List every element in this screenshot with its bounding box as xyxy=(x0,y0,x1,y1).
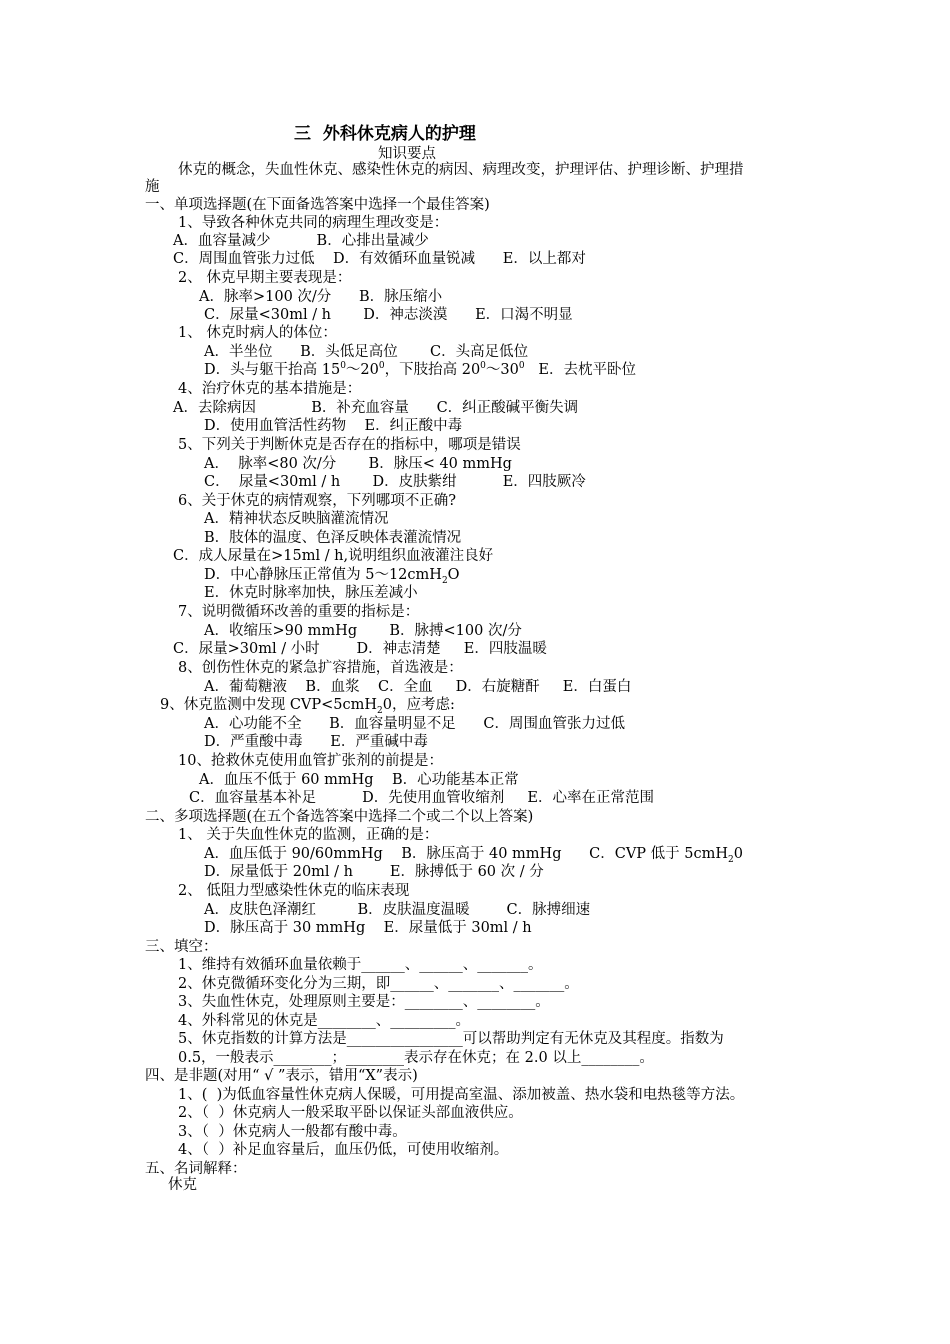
s1-q4-stem: 4、治疗休克的基本措施是： xyxy=(178,381,362,397)
s1-q3-options-2: D．头与躯干抬高 $15^0\sim 20^0$，下肢抬高 $20^0\sim 30^0$ E．去枕平卧位 xyxy=(204,361,637,378)
s1-q9-options-1: A．心功能不全 B．血容量明显不足 C．周围血管张力过低 xyxy=(204,716,626,732)
document-title: 三 外科休克病人的护理 xyxy=(294,124,476,144)
s1-q5-options-2: C． 尿量<30ml / h D．皮肤紫绀 E．四肢厥冷 xyxy=(204,474,586,490)
s1-q6-option-c: C．成人尿量在>15ml / h,说明组织血液灌注良好 xyxy=(173,548,494,564)
section3-heading: 三、填空： xyxy=(145,939,218,955)
s1-q5-options-1: A． 脉率<80 次/分 B．脉压< 40 mmHg xyxy=(204,456,512,472)
s4-item-1: 1、( )为低血容量性休克病人保暖，可用提高室温、添加被盖、热水袋和电热毯等方法。 xyxy=(178,1087,745,1103)
s1-q8-stem: 8、创伤性休克的紧急扩容措施，首选液是： xyxy=(178,660,463,676)
s1-q3-options-1: A．半坐位 B．头低足高位 C．头高足低位 xyxy=(204,344,529,360)
s1-q9-options-2: D．严重酸中毒 E．严重碱中毒 xyxy=(204,734,428,750)
intro-line-1: 休克的概念，失血性休克、感染性休克的病因、病理改变，护理评估、护理诊断、护理措 xyxy=(178,162,744,178)
section4-heading: 四、是非题(对用“ √ ”表示，错用“X”表示) xyxy=(145,1068,418,1084)
s1-q4-options-2: D．使用血管活性药物 E．纠正酸中毒 xyxy=(204,418,463,434)
s1-q2-options-2: C．尿量<30ml / h D．神志淡漠 E．口渴不明显 xyxy=(204,307,573,323)
s1-q6-option-b: B．肢体的温度、色泽反映体表灌流情况 xyxy=(204,530,462,546)
s3-fill-4: 4、外科常见的休克是________、_________。 xyxy=(178,1013,470,1029)
s1-q1-options-1: A．血容量减少 B．心排出量减少 xyxy=(173,233,429,249)
s1-q1-options-2: C．周围血管张力过低 D．有效循环血量锐减 E．以上都对 xyxy=(173,251,586,267)
s4-item-2: 2、（ ）休克病人一般采取平卧以保证头部血液供应。 xyxy=(178,1105,523,1121)
s3-fill-2: 2、休克微循环变化分为三期，即______、_______、_______。 xyxy=(178,976,579,992)
document-subtitle: 知识要点 xyxy=(378,146,436,162)
section2-heading: 二、多项选择题(在五个备选答案中选择二个或二个以上答案) xyxy=(145,809,534,825)
s1-q4-options-1: A．去除病因 B．补充血容量 C．纠正酸碱平衡失调 xyxy=(173,400,579,416)
s1-q10-stem: 10、抢救休克使用血管扩张剂的前提是： xyxy=(178,753,443,769)
s1-q6-option-d: D．中心静脉压正常值为 5～12cmH$_2$O xyxy=(204,567,460,586)
intro-line-2: 施 xyxy=(145,179,160,195)
s3-fill-1: 1、维持有效循环血量依赖于______、______、_______。 xyxy=(178,957,543,973)
s1-q7-stem: 7、说明微循环改善的重要的指标是： xyxy=(178,604,420,620)
s1-q7-options-2: C．尿量>30ml / 小时 D．神志清楚 E．四肢温暖 xyxy=(173,641,547,657)
s1-q5-stem: 5、下列关于判断休克是否存在的指标中，哪项是错误 xyxy=(178,437,521,453)
section5-heading: 五、名词解释： xyxy=(145,1161,247,1177)
s3-fill-5-line-2: 0.5，一般表示________；________表示存在休克；在 2.0 以上________。 xyxy=(178,1050,654,1066)
s2-q1-options-2: D．尿量低于 20ml / h E．脉搏低于 60 次 / 分 xyxy=(204,864,544,880)
section1-heading: 一、单项选择题(在下面备选答案中选择一个最佳答案) xyxy=(145,197,490,213)
s1-q6-option-e: E．休克时脉率加快，脉压差减小 xyxy=(204,585,418,601)
s1-q10-options-2: C．血容量基本补足 D．先使用血管收缩剂 E．心率在正常范围 xyxy=(189,790,654,806)
s2-q1-stem: 1、 关于失血性休克的监测，正确的是： xyxy=(178,827,439,843)
s1-q2-stem: 2、 休克早期主要表现是： xyxy=(178,270,352,286)
s3-fill-3: 3、失血性休克，处理原则主要是：________、________。 xyxy=(178,994,550,1010)
s1-q3-stem: 1、 休克时病人的体位： xyxy=(178,325,337,341)
s1-q7-options-1: A．收缩压>90 mmHg B．脉搏<100 次/分 xyxy=(204,623,522,639)
s2-q2-options-1: A．皮肤色泽潮红 B．皮肤温度温暖 C．脉搏细速 xyxy=(204,902,591,918)
s1-q10-options-1: A．血压不低于 60 mmHg B．心功能基本正常 xyxy=(199,772,519,788)
s1-q2-options-1: A．脉率>100 次/分 B．脉压缩小 xyxy=(199,289,443,305)
s1-q6-stem: 6、关于休克的病情观察，下列哪项不正确? xyxy=(178,493,456,509)
s1-q6-option-a: A．精神状态反映脑灌流情况 xyxy=(204,511,389,527)
s1-q8-options-1: A．葡萄糖液 B．血浆 C．全血 D．右旋糖酐 E．白蛋白 xyxy=(204,679,632,695)
s1-q1-stem: 1、导致各种休克共同的病理生理改变是： xyxy=(178,215,449,231)
s4-item-3: 3、（ ）休克病人一般都有酸中毒。 xyxy=(178,1124,407,1140)
s2-q2-stem: 2、 低阻力型感染性休克的临床表现 xyxy=(178,883,410,899)
s2-q2-options-2: D．脉压高于 30 mmHg E．尿量低于 30ml / h xyxy=(204,920,532,936)
s4-item-4: 4、（ ）补足血容量后，血压仍低，可使用收缩剂。 xyxy=(178,1142,509,1158)
s1-q9-stem: 9、休克监测中发现 CVP<5cmH$_2$0，应考虑: xyxy=(160,697,455,716)
s2-q1-options-1: A．血压低于 90/60mmHg B．脉压高于 40 mmHg C．CVP 低于 5cmH$_2$0 xyxy=(204,846,743,865)
s3-fill-5-line-1: 5、休克指数的计算方法是________________可以帮助判定有无休克及其程度。指数为 xyxy=(178,1031,724,1047)
s5-term: 休克 xyxy=(168,1177,197,1193)
